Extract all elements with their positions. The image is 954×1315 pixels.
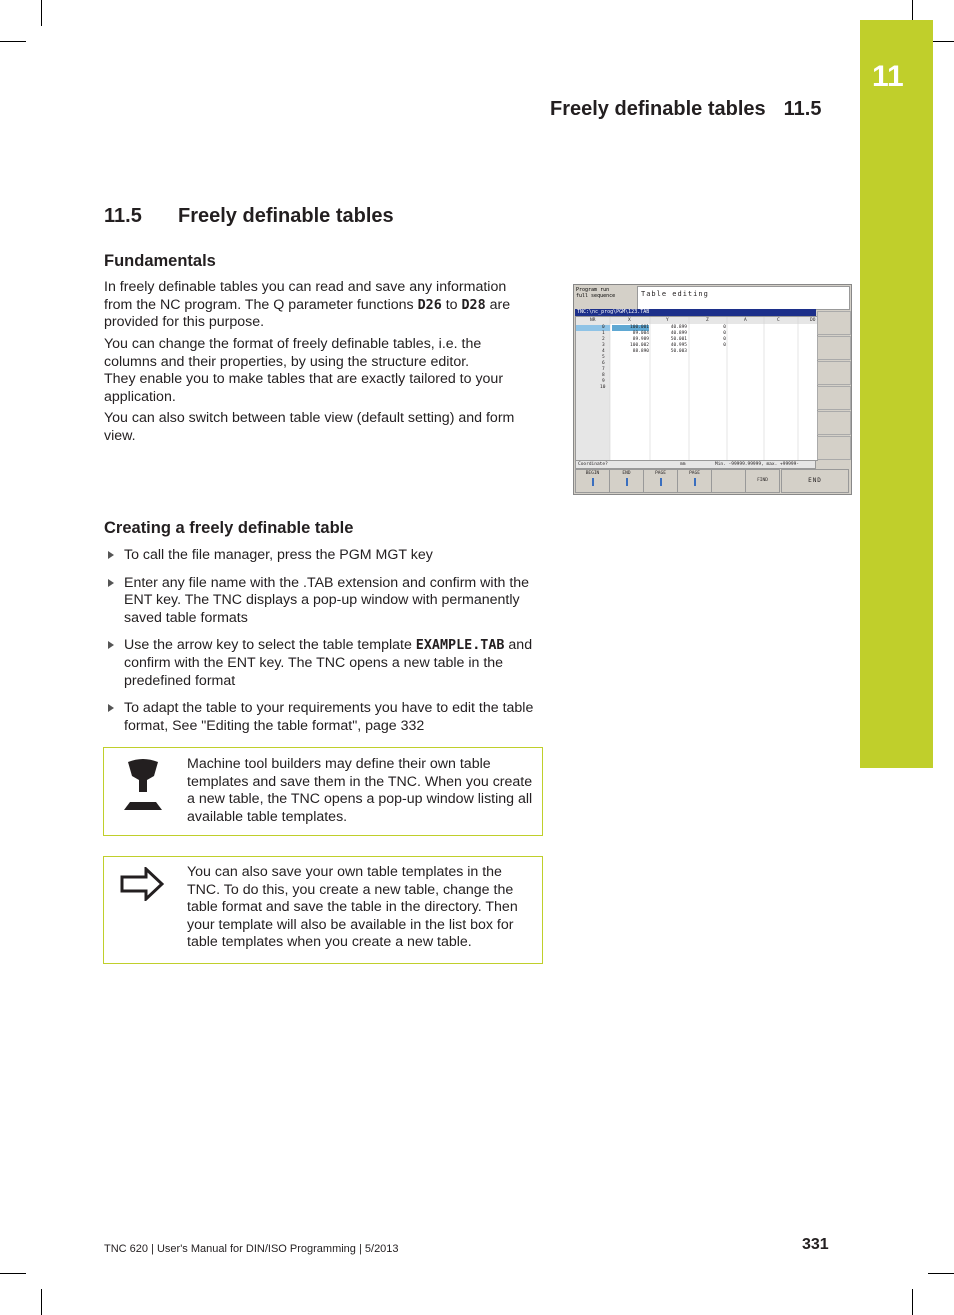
softkey-end[interactable]: END bbox=[609, 469, 644, 493]
section-title-text: Freely definable tables bbox=[178, 205, 394, 227]
vertical-softkey-bar bbox=[816, 309, 850, 469]
side-softkey[interactable] bbox=[817, 436, 851, 460]
col-header: DO bbox=[810, 318, 816, 323]
section-title bbox=[104, 205, 394, 228]
crop-mark bbox=[41, 0, 42, 26]
bullet-arrow-icon bbox=[108, 579, 114, 587]
page-number: 331 bbox=[802, 1236, 829, 1253]
softkey-end-exit[interactable]: END bbox=[781, 469, 849, 493]
col-header: C bbox=[777, 318, 780, 323]
softkey-row bbox=[575, 469, 850, 492]
arrow-down-icon bbox=[626, 478, 628, 486]
crop-mark bbox=[0, 1273, 26, 1274]
table-row: 8 bbox=[602, 373, 605, 378]
side-softkey[interactable] bbox=[817, 386, 851, 410]
col-header: Z bbox=[706, 318, 709, 323]
table-row: 7 bbox=[602, 367, 605, 372]
machine-note-box bbox=[103, 747, 543, 836]
p1-code-d28: D28 bbox=[461, 297, 486, 313]
side-softkey[interactable] bbox=[817, 336, 851, 360]
footer-text: TNC 620 | User's Manual for DIN/ISO Programming | 5/2013 bbox=[104, 1243, 399, 1255]
running-head bbox=[550, 98, 821, 121]
bullet-arrow-icon bbox=[108, 704, 114, 712]
list-item: Enter any file name with the .TAB extension and confirm with the ENT key. The TNC displays a pop-up window with permanently saved table formats bbox=[104, 575, 544, 628]
table-row: 10 bbox=[600, 385, 606, 390]
p1-text-c: are provided for this purpose. bbox=[104, 296, 511, 331]
tip-note-box bbox=[103, 856, 543, 964]
table-row: 6 bbox=[602, 361, 605, 366]
side-softkey[interactable] bbox=[817, 311, 851, 335]
screen-title-box bbox=[637, 286, 850, 310]
section-number: 11.5 bbox=[104, 205, 142, 227]
status-range: Min. -99999.99999, max. +99999- bbox=[715, 462, 799, 467]
p1-code-d26: D26 bbox=[417, 297, 442, 313]
table-grid bbox=[575, 316, 818, 461]
status-unit: mm bbox=[680, 462, 686, 467]
crop-mark bbox=[912, 1289, 913, 1315]
side-softkey[interactable] bbox=[817, 411, 851, 435]
crop-mark bbox=[0, 41, 26, 42]
list-item: To adapt the table to your requirements you have to edit the table format, See "Editing the table format", page 332 bbox=[104, 700, 544, 735]
mode-line-2: full sequence bbox=[576, 293, 616, 299]
table-row: 0 100.001 40.899 0 bbox=[576, 325, 817, 331]
status-label: Coordinate? bbox=[578, 462, 608, 467]
running-head-title: Freely definable tables bbox=[550, 98, 766, 120]
bullet-arrow-icon bbox=[108, 641, 114, 649]
table-row: 1 89.004 40.899 0 bbox=[602, 331, 726, 336]
table-row: 4 88.890 50.003 bbox=[602, 349, 687, 354]
table-row: 2 89.989 50.001 0 bbox=[602, 337, 726, 342]
col-header: A bbox=[744, 318, 747, 323]
code-example-tab: EXAMPLE.TAB bbox=[415, 638, 505, 654]
col-header: X bbox=[628, 318, 631, 323]
chapter-number: 11 bbox=[872, 60, 904, 93]
p1-text-a: In freely definable tables you can read and save any information from the NC program. The Q parameter functions bbox=[104, 279, 507, 313]
file-path-bar: TNC:\nc_prog\PGM\123.TAB bbox=[575, 309, 816, 316]
machine-note-text: Machine tool builders may define their own table templates and save them in the TNC. When you create a new table, the TNC opens a pop-up window listing all available table templates. bbox=[187, 756, 533, 825]
mode-line-1: Program run bbox=[576, 287, 610, 293]
arrow-up-icon bbox=[660, 478, 662, 486]
side-softkey[interactable] bbox=[817, 361, 851, 385]
fundamentals-paragraph-1 bbox=[104, 279, 536, 332]
fundamentals-heading: Fundamentals bbox=[104, 252, 216, 270]
status-line bbox=[575, 460, 816, 469]
table-editing-screenshot bbox=[573, 284, 852, 495]
table-row: 9 bbox=[602, 379, 605, 384]
col-header: NR bbox=[590, 318, 596, 323]
running-head-number: 11.5 bbox=[783, 98, 822, 120]
softkey-page-down[interactable]: PAGE bbox=[677, 469, 712, 493]
steps-list bbox=[104, 547, 544, 745]
list-item: Use the arrow key to select the table template EXAMPLE.TAB and confirm with the ENT key. The TNC opens a new table in the predefined format bbox=[104, 637, 544, 690]
arrow-right-icon bbox=[120, 867, 164, 901]
bullet-arrow-icon bbox=[108, 551, 114, 559]
arrow-down-icon bbox=[694, 478, 696, 486]
crop-mark bbox=[928, 1273, 954, 1274]
fundamentals-paragraph-4: You can also switch between table view (default setting) and form view. bbox=[104, 410, 515, 444]
softkey-begin[interactable]: BEGIN bbox=[575, 469, 610, 493]
chapter-tab bbox=[860, 20, 933, 768]
screen-title: Table editing bbox=[641, 290, 709, 298]
softkey-blank[interactable] bbox=[711, 469, 746, 493]
table-row: 5 bbox=[602, 355, 605, 360]
arrow-up-icon bbox=[592, 478, 594, 486]
fundamentals-paragraph-2: You can change the format of freely definable tables, i.e. the columns and their properties, by using the structure editor. bbox=[104, 336, 482, 370]
p1-text-b: to bbox=[441, 296, 462, 313]
machine-tool-icon bbox=[120, 758, 166, 814]
mode-label bbox=[576, 287, 634, 307]
table-row: 3 100.002 40.995 0 bbox=[602, 343, 726, 348]
creating-heading: Creating a freely definable table bbox=[104, 519, 354, 537]
col-header: Y bbox=[666, 318, 669, 323]
softkey-page-up[interactable]: PAGE bbox=[643, 469, 678, 493]
fundamentals-paragraph-3: They enable you to make tables that are exactly tailored to your application. bbox=[104, 371, 504, 405]
tip-note-text: You can also save your own table templates in the TNC. To do this, you create a new table, change the table format and save the table in the directory. Then your template will also be available in the list box for table templates when you create a new table. bbox=[187, 864, 518, 951]
softkey-find[interactable]: FIND bbox=[745, 469, 780, 493]
list-item: To call the file manager, press the PGM MGT key bbox=[104, 547, 544, 565]
crop-mark bbox=[41, 1289, 42, 1315]
